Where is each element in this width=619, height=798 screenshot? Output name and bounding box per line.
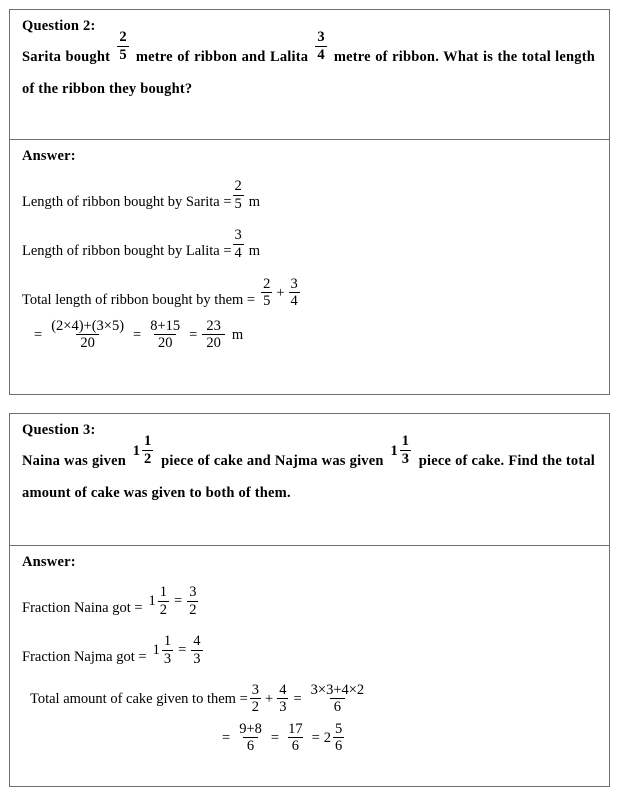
fraction-numerator: 9+8: [239, 721, 262, 738]
mixed-whole: 1: [148, 593, 156, 610]
fraction-numerator: 3: [290, 276, 298, 293]
mixed-whole: 1: [152, 642, 160, 659]
question-2-cell: [10, 10, 609, 140]
answer-3-najma-result: [191, 634, 202, 667]
mixed-fraction: [400, 434, 411, 467]
fraction-numerator: 3×3+4×2: [310, 682, 365, 699]
answer-2-unit-lalita: m: [248, 242, 261, 259]
fraction-numerator: 3: [189, 584, 197, 601]
answer-3-naina-mixed: [149, 585, 171, 618]
mixed-fraction: [158, 585, 169, 618]
answer-2-calc-frac-3: [202, 319, 225, 352]
answer-2-total-frac-a: [261, 277, 272, 310]
answer-2-total-frac-b: [289, 277, 300, 310]
answer-3-najma-mixed: [153, 634, 175, 667]
answer-3-line-najma: [22, 634, 597, 667]
question-2-text-part4: length of the ribbon they bought?: [22, 49, 596, 98]
answer-3-cell: [10, 546, 609, 786]
fraction-numerator: 8+15: [150, 318, 181, 335]
fraction-denominator: 3: [193, 650, 201, 667]
fraction-denominator: 6: [335, 738, 343, 755]
mixed-whole: 1: [132, 442, 141, 459]
question-2-text-part3: metre of ribbon. What is the total: [333, 49, 551, 66]
fraction-denominator: 20: [202, 334, 225, 352]
fraction-denominator: 3: [401, 450, 409, 467]
equals-operator: =: [311, 729, 320, 746]
plus-operator: +: [276, 284, 285, 301]
answer-3-final-mixed: [324, 722, 346, 755]
fraction-denominator: 5: [119, 46, 127, 63]
equals-operator: =: [133, 326, 142, 343]
mixed-whole: 1: [390, 442, 398, 459]
answer-2-line-total-label: Total length of ribbon bought by them =: [22, 291, 256, 308]
question-2-text: [22, 29, 597, 104]
answer-2-line-lalita-label: Length of ribbon bought by Lalita =: [22, 242, 232, 259]
fraction-numerator: 1: [163, 633, 172, 650]
answer-3-calc-frac-2: [284, 722, 307, 755]
answer-2-body: [22, 179, 597, 352]
fraction-numerator: 3: [234, 227, 242, 244]
fraction-numerator: 5: [335, 721, 343, 738]
mixed-fraction: [333, 722, 344, 755]
fraction-numerator: 2: [263, 276, 271, 293]
answer-2-calculation: [22, 319, 597, 352]
fraction-numerator: 17: [288, 721, 303, 738]
question-2-text-part1: Sarita bought: [22, 49, 111, 66]
answer-2-calc-frac-2: [146, 319, 184, 352]
fraction-numerator: 2: [119, 29, 127, 46]
fraction-denominator: 2: [251, 699, 260, 716]
fraction-denominator: 4: [290, 293, 298, 310]
fraction-numerator: 4: [193, 633, 201, 650]
question-3-text-part3: piece of cake. Find the: [418, 453, 563, 470]
answer-2-line-lalita: [22, 228, 597, 261]
equals-operator: =: [174, 593, 183, 610]
answer-2-fraction-sarita: [233, 179, 244, 212]
fraction-denominator: 5: [263, 293, 271, 310]
fraction-denominator: 2: [159, 601, 168, 618]
plus-operator: +: [265, 690, 274, 707]
fraction-numerator: 1: [401, 433, 409, 450]
question-3-header: Question 3:: [22, 422, 96, 438]
answer-3-line-naina-label: Fraction Naina got =: [22, 599, 143, 616]
question-3-cell: [10, 414, 609, 546]
answer-3-body: [22, 585, 597, 755]
fraction-denominator: 4: [234, 244, 242, 261]
answer-3-line-total-label: Total amount of cake given to them =: [30, 690, 248, 707]
equals-operator: =: [270, 729, 280, 746]
answer-3-calc-frac-1: [235, 722, 266, 755]
fraction-denominator: 20: [154, 334, 177, 352]
mixed-fraction: [142, 434, 153, 467]
question-3-text-part4: total amount of cake was given to both of them.: [22, 453, 596, 502]
fraction-numerator: (2×4)+(3×5): [51, 318, 125, 335]
mixed-whole: 2: [323, 729, 331, 746]
fraction-numerator: 4: [279, 682, 287, 699]
answer-3-line-total: [22, 683, 597, 716]
equals-operator: =: [34, 326, 43, 343]
answer-3-total-frac-a: [250, 683, 261, 716]
fraction-denominator: 2: [189, 601, 197, 618]
equals-operator: =: [189, 326, 198, 343]
answer-2-cell: [10, 140, 609, 394]
question-2-block: [9, 9, 610, 395]
answer-3-line-naina: [22, 585, 597, 618]
fraction-denominator: 6: [288, 737, 303, 755]
fraction-denominator: 6: [243, 737, 258, 755]
answer-3-header: Answer:: [22, 554, 76, 570]
question-3-mixed-naina: [133, 434, 155, 467]
question-3-text-part1: Naina was given: [22, 453, 127, 470]
answer-2-line-sarita: [22, 179, 597, 212]
fraction-denominator: 3: [279, 699, 287, 716]
fraction-numerator: 3: [251, 682, 260, 699]
answer-3-total-frac-b: [277, 683, 288, 716]
answer-3-naina-result: [187, 585, 198, 618]
question-2-fraction-lalita: [315, 30, 326, 63]
answer-2-calc-frac-1: [47, 319, 128, 352]
question-3-mixed-najma: [390, 434, 412, 467]
equals-operator: =: [178, 642, 187, 659]
mixed-fraction: [162, 634, 173, 667]
fraction-denominator: 6: [330, 698, 345, 716]
answer-3-najma-expression: [147, 634, 204, 667]
fraction-numerator: 1: [159, 584, 168, 601]
answer-2-line-total: [22, 277, 597, 310]
fraction-denominator: 20: [76, 334, 99, 352]
answer-3-total-frac-c: [307, 683, 369, 716]
equals-operator: =: [222, 729, 231, 746]
fraction-numerator: 3: [317, 29, 325, 46]
answer-2-unit-sarita: m: [248, 193, 261, 210]
question-3-text-part2: piece of cake and Najma was given: [161, 453, 384, 470]
answer-3-line-najma-label: Fraction Najma got =: [22, 648, 147, 665]
answer-2-total-expression: [255, 277, 301, 310]
answer-2-fraction-lalita: [233, 228, 244, 261]
question-2-header: Question 2:: [22, 18, 96, 34]
answer-2-calc-unit: m: [231, 326, 244, 343]
fraction-denominator: 3: [163, 650, 172, 667]
question-2-fraction-sarita: [117, 30, 128, 63]
fraction-numerator: 2: [234, 178, 242, 195]
answer-3-final-calculation: [22, 722, 597, 755]
fraction-denominator: 4: [317, 46, 325, 63]
fraction-numerator: 1: [144, 433, 152, 450]
fraction-denominator: 5: [234, 195, 242, 212]
question-3-block: [9, 413, 610, 787]
fraction-numerator: 23: [206, 318, 221, 335]
answer-2-header: Answer:: [22, 148, 76, 164]
answer-2-line-sarita-label: Length of ribbon bought by Sarita =: [22, 193, 232, 210]
question-2-text-part2: metre of ribbon and Lalita: [135, 49, 309, 66]
question-3-text: [22, 433, 597, 508]
answer-3-naina-expression: [143, 585, 200, 618]
fraction-denominator: 2: [144, 450, 152, 467]
equals-operator: =: [293, 690, 302, 707]
